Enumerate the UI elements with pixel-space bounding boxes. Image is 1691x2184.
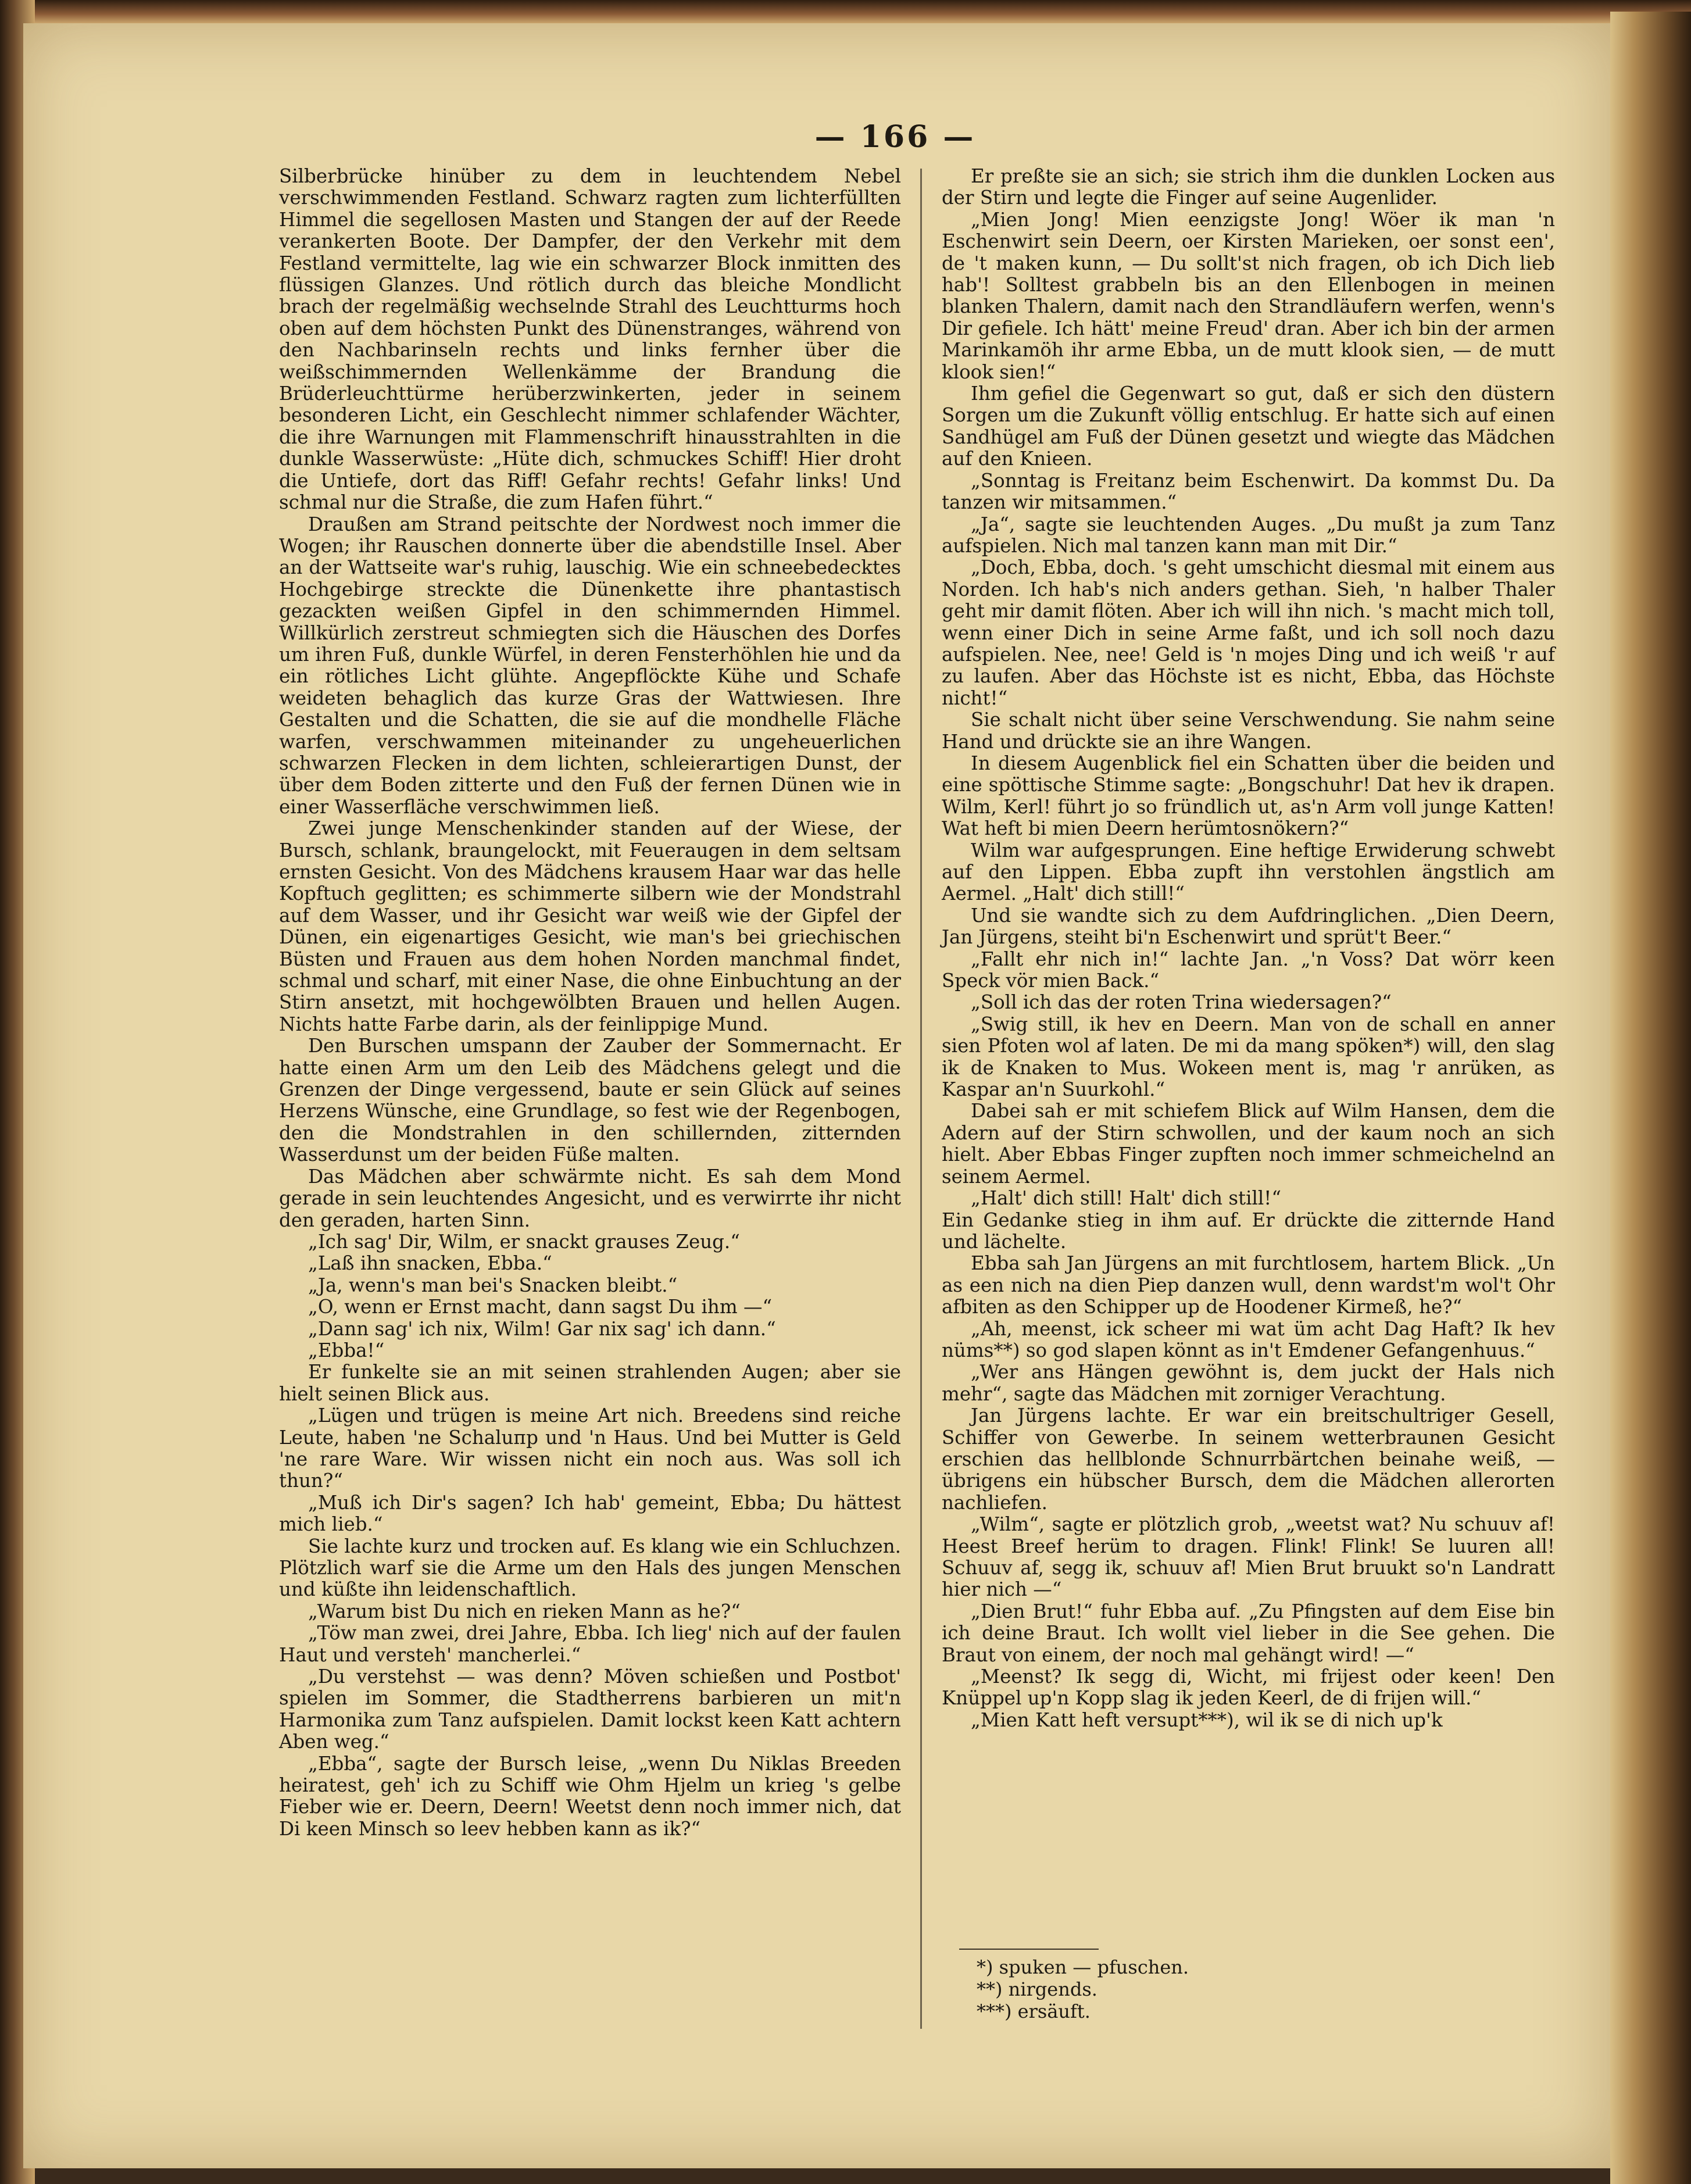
paragraph: „Mien Jong! Mien eenzigste Jong! Wöer ik man 'n Eschenwirt sein Deern, oer Kirsten Marieken, oer sonst een', de 't maken kunn, — Du sollt'st nich fragen, ob ich Dich lieb hab'! Solltest grabbeln bis an den Ellenbogen in meinen blanken Thalern, damit nach den Strandläufern werfen, wenn's Dir gefiele. Ich hätt' meine Freud' dran. Aber ich bin der armen Marinkamöh ihr arme Ebba, un de mutt klook sien, — de mutt klook sien!“: [942, 208, 1555, 383]
paragraph: Silberbrücke hinüber zu dem in leuchtendem Nebel verschwimmenden Festland. Schwarz ragten zum lichterfüllten Himmel die segellosen Masten und Stangen der auf der Reede verankerten Boote. Der Dampfer, der den Verkehr mit dem Festland vermittelte, lag wie ein schwarzer Block inmitten des flüssigen Glanzes. Und rötlich durch das bleiche Mondlicht brach der regelmäßig wechselnde Strahl des Leuchtturms hoch oben auf dem höchsten Punkt des Dünenstranges, während von den Nachbarinseln rechts und links fernher über die weißschimmernden Wellenkämme der Brandung die Brüderleuchttürme herüberzwinkerten, jeder in seinem besonderen Licht, ein Geschlecht nimmer schlafender Wächter, die ihre Warnungen mit Flammenschrift hinausstrahlten in die dunkle Wasserwüste: „Hüte dich, schmuckes Schiff! Hier droht die Untiefe, dort das Riff! Gefahr rechts! Gefahr links! Und schmal nur die Straße, die zum Hafen führt.“: [279, 165, 901, 514]
paragraph: „Laß ihn snacken, Ebba.“: [308, 1252, 552, 1275]
paragraph: „Dann sag' ich nix, Wilm! Gar nix sag' ich dann.“: [308, 1317, 776, 1340]
paragraph: „Ebba!“: [308, 1339, 385, 1361]
paragraph: „Dien Brut!“ fuhr Ebba auf. „Zu Pfingsten auf dem Eise bin ich deine Braut. Ich wollt viel lieber in die See gehen. Die Braut von einem, der noch mal gehängt wird! —“: [942, 1600, 1555, 1666]
paragraph: „Ja“, sagte sie leuchtenden Auges. „Du mußt ja zum Tanz aufspielen. Nich mal tanzen kann man mit Dir.“: [942, 513, 1555, 557]
paragraph: „O, wenn er Ernst macht, dann sagst Du ihm —“: [308, 1296, 773, 1318]
page-number: — 166 —: [814, 119, 976, 155]
right-text-column: [942, 166, 1555, 1731]
paragraph: „Ich sag' Dir, Wilm, er snackt grauses Zeug.“: [308, 1230, 740, 1253]
paragraph: „Swig still, ik hev en Deern. Man von de schall en anner sien Pfoten wol af laten. De mi da mang spöken*) will, den slag ik de Knaken to Mus. Wokeen ment is, mag 'r anrüken, as Kaspar an'n Suurkohl.“: [942, 1013, 1555, 1101]
paragraph: „Meenst? Ik segg di, Wicht, mi frijest oder keen! Den Knüppel up'n Kopp slag ik jeden Keerl, de di frijen will.“: [942, 1665, 1555, 1710]
paragraph: „Ja, wenn's man bei's Snacken bleibt.“: [308, 1274, 678, 1296]
footnotes: [977, 1956, 1383, 2022]
paragraph: „Fallt ehr nich in!“ lachte Jan. „'n Voss? Dat wörr keen Speck vör mien Back.“: [942, 948, 1555, 992]
paragraph: „Lügen und trügen is meine Art nich. Breedens sind reiche Leute, haben 'ne Schaluпp und 'n Haus. Und bei Mutter is Geld 'ne rare Ware. Wir wissen nicht ein noch aus. Was soll ich thun?“: [279, 1404, 901, 1492]
paragraph: „Sonntag is Freitanz beim Eschenwirt. Da kommst Du. Da tanzen wir mitsammen.“: [942, 469, 1555, 514]
paragraph: In diesem Augenblick fiel ein Schatten über die beiden und eine spöttische Stimme sagte: „Bongschuhr! Dat hev ik drapen. Wilm, Kerl! führt jo so fründlich ut, as'n Arm voll junge Katten! Wat heft bi mien Deern herümtosnökern?“: [942, 752, 1555, 840]
paragraph: Sie lachte kurz und trocken auf. Es klang wie ein Schluchzen. Plötzlich warf sie die Arme um den Hals des jungen Menschen und küßte ihn leidenschaftlich.: [279, 1535, 901, 1601]
paragraph: „Doch, Ebba, doch. 's geht umschicht diesmal mit einem aus Norden. Ich hab's nich anders gethan. Sieh, 'n halber Thaler geht mir damit flöten. Aber ich will ihn nich. 's macht mich toll, wenn einer Dich in seine Arme faßt, und ich soll noch dazu aufspielen. Nee, nee! Geld is 'n mojes Ding und ich weiß 'r auf zu laufen. Aber das Höchste ist es nicht, Ebba, das Höchste nicht!“: [942, 556, 1555, 709]
paragraph: „Mien Katt heft versupt***), wil ik se di nich up'k: [971, 1708, 1443, 1731]
paragraph: Draußen am Strand peitschte der Nordwest noch immer die Wogen; ihr Rauschen donnerte über die abendstille Insel. Aber an der Wattseite war's ruhig, lauschig. Wie ein schneebedecktes Hochgebirge streckte die Dünenkette ihre phantastisch gezackten weißen Gipfel in den schimmernden Himmel. Willkürlich zerstreut schmiegten sich die Häuschen des Dorfes um ihren Fuß, dunkle Würfel, in deren Fensterhöhlen hie und da ein rötliches Licht glühte. Angepflöckte Kühe und Schafe weideten behaglich das kurze Gras der Wattwiesen. Ihre Gestalten und die Schatten, die sie auf die mondhelle Fläche warfen, verschwammen miteinander zu ungeheuerlichen schwarzen Flecken in dem lichten, schleierartigen Dunst, der über dem Boden zitterte und den Fuß der fernen Dünen wie in einer Wasserfläche verschwimmen ließ.: [279, 513, 901, 818]
paragraph: „Halt' dich still! Halt' dich still!“: [971, 1187, 1281, 1210]
paragraph: Und sie wandte sich zu dem Aufdringlichen. „Dien Deern, Jan Jürgens, steiht bi'n Eschenwirt und sprüt't Beer.“: [942, 904, 1555, 949]
paragraph: „Ah, meenst, ick scheer mi wat üm acht Dag Haft? Ik hev nüms**) so god slapen könnt as in't Emdener Gefangenhuus.“: [942, 1317, 1555, 1361]
footnote-rule: [959, 1949, 1099, 1950]
paragraph: Er funkelte sie an mit seinen strahlenden Augen; aber sie hielt seinen Blick aus.: [279, 1361, 901, 1405]
paragraph: „Warum bist Du nich en rieken Mann as he?“: [308, 1600, 741, 1622]
book-page-edge: [1610, 12, 1691, 2184]
column-divider: [920, 169, 922, 2029]
paragraph: „Soll ich das der roten Trina wiedersagen?“: [971, 991, 1392, 1014]
footnote: *) spuken — pfuschen.: [977, 1956, 1189, 1978]
paragraph: „Wilm“, sagte er plötzlich grob, „weetst wat? Nu schuuv af! Heest Breef herüm to dragen. Flink! Flink! Se luuren all! Schuuv af, segg ik, schuuv af! Mien Brut bruukt so'n Landratt hier nich —“: [942, 1513, 1555, 1601]
paragraph: Den Burschen umspann der Zauber der Sommernacht. Er hatte einen Arm um den Leib des Mädchens gelegt und die Grenzen der Dinge vergessend, baute er sein Glück auf seines Herzens Wünsche, eine Grundlage, so fest wie der Regenbogen, den die Mondstrahlen in den schillernden, zitternden Wasserdunst um der beiden Füße malten.: [279, 1035, 901, 1166]
paragraph: Ein Gedanke stieg in ihm auf. Er drückte die zitternde Hand und lächelte.: [942, 1209, 1555, 1253]
paragraph: Ebba sah Jan Jürgens an mit furchtlosem, hartem Blick. „Un as een nich na dien Piep danzen wull, denn wardst'm wol't Ohr afbiten as den Schipper up de Hoodener Kirmeß, he?“: [942, 1252, 1555, 1318]
book-top-edge: [35, 0, 1691, 23]
paragraph: Dabei sah er mit schiefem Blick auf Wilm Hansen, dem die Adern auf der Stirn schwollen, und der kaum noch an sich hielt. Aber Ebbas Finger zupften noch immer schmeichelnd an seinem Aermel.: [942, 1100, 1555, 1188]
paragraph: Wilm war aufgesprungen. Eine heftige Erwiderung schwebt auf den Lippen. Ebba zupft ihn verstohlen ängstlich am Aermel. „Halt' dich still!“: [942, 839, 1555, 905]
paragraph: Zwei junge Menschenkinder standen auf der Wiese, der Bursch, schlank, braungelockt, mit Feueraugen in dem seltsam ernsten Gesicht. Von des Mädchens krausem Haar war das helle Kopftuch geglitten; es schimmerte silbern wie der Mondstrahl auf dem Wasser, und ihr Gesicht war weiß wie der Gipfel der Dünen, ein eigenartiges Gesicht, wie man's bei griechischen Büsten und Frauen aus dem hohen Norden manchmal findet, schmal und scharf, mit einer Nase, die ohne Einbuchtung an der Stirn ansetzt, mit hochgewölbten Brauen und hellen Augen. Nichts hatte Farbe darin, als der feinlippige Mund.: [279, 817, 901, 1035]
paragraph: „Ebba“, sagte der Bursch leise, „wenn Du Niklas Breeden heiratest, geh' ich zu Schiff wie Ohm Hjelm un krieg 's gelbe Fieber wie er. Deern, Deern! Weetst denn noch immer nich, dat Di keen Minsch so leev hebben kann as ik?“: [279, 1752, 901, 1840]
paragraph: Ihm gefiel die Gegenwart so gut, daß er sich den düstern Sorgen um die Zukunft völlig entschlug. Er hatte sich auf einen Sandhügel am Fuß der Dünen gesetzt und wiegte das Mädchen auf den Knieen.: [942, 383, 1555, 470]
paragraph: „Wer ans Hängen gewöhnt is, dem juckt der Hals nich mehr“, sagte das Mädchen mit zorniger Verachtung.: [942, 1361, 1555, 1405]
paragraph: „Du verstehst — was denn? Möven schießen und Postbot' spielen im Sommer, die Stadtherrens barbieren un mit'n Harmonika zum Tanz aufspielen. Damit lockst keen Katt achtern Aben weg.“: [279, 1665, 901, 1753]
footnote: ***) ersäuft.: [977, 2000, 1091, 2022]
footnote: **) nirgends.: [977, 1978, 1097, 2000]
paragraph: Sie schalt nicht über seine Verschwendung. Sie nahm seine Hand und drückte sie an ihre Wangen.: [942, 709, 1555, 753]
paragraph: Jan Jürgens lachte. Er war ein breitschultriger Gesell, Schiffer von Gewerbe. In seinem wetterbraunen Gesicht erschien das hellblonde Schnurrbärtchen beinahe weiß, — übrigens ein hübscher Bursch, dem die Mädchen allerorten nachliefen.: [942, 1404, 1555, 1514]
left-text-column: [279, 166, 901, 1840]
paragraph: „Töw man zwei, drei Jahre, Ebba. Ich lieg' nich auf der faulen Haut und versteh' mancherlei.“: [279, 1622, 901, 1666]
paragraph: „Muß ich Dir's sagen? Ich hab' gemeint, Ebba; Du hättest mich lieb.“: [279, 1491, 901, 1536]
paragraph: Er preßte sie an sich; sie strich ihm die dunklen Locken aus der Stirn und legte die Finger auf seine Augenlider.: [942, 165, 1555, 209]
paragraph: Das Mädchen aber schwärmte nicht. Es sah dem Mond gerade in sein leuchtendes Angesicht, und es verwirrte ihr nicht den geraden, harten Sinn.: [279, 1165, 901, 1231]
